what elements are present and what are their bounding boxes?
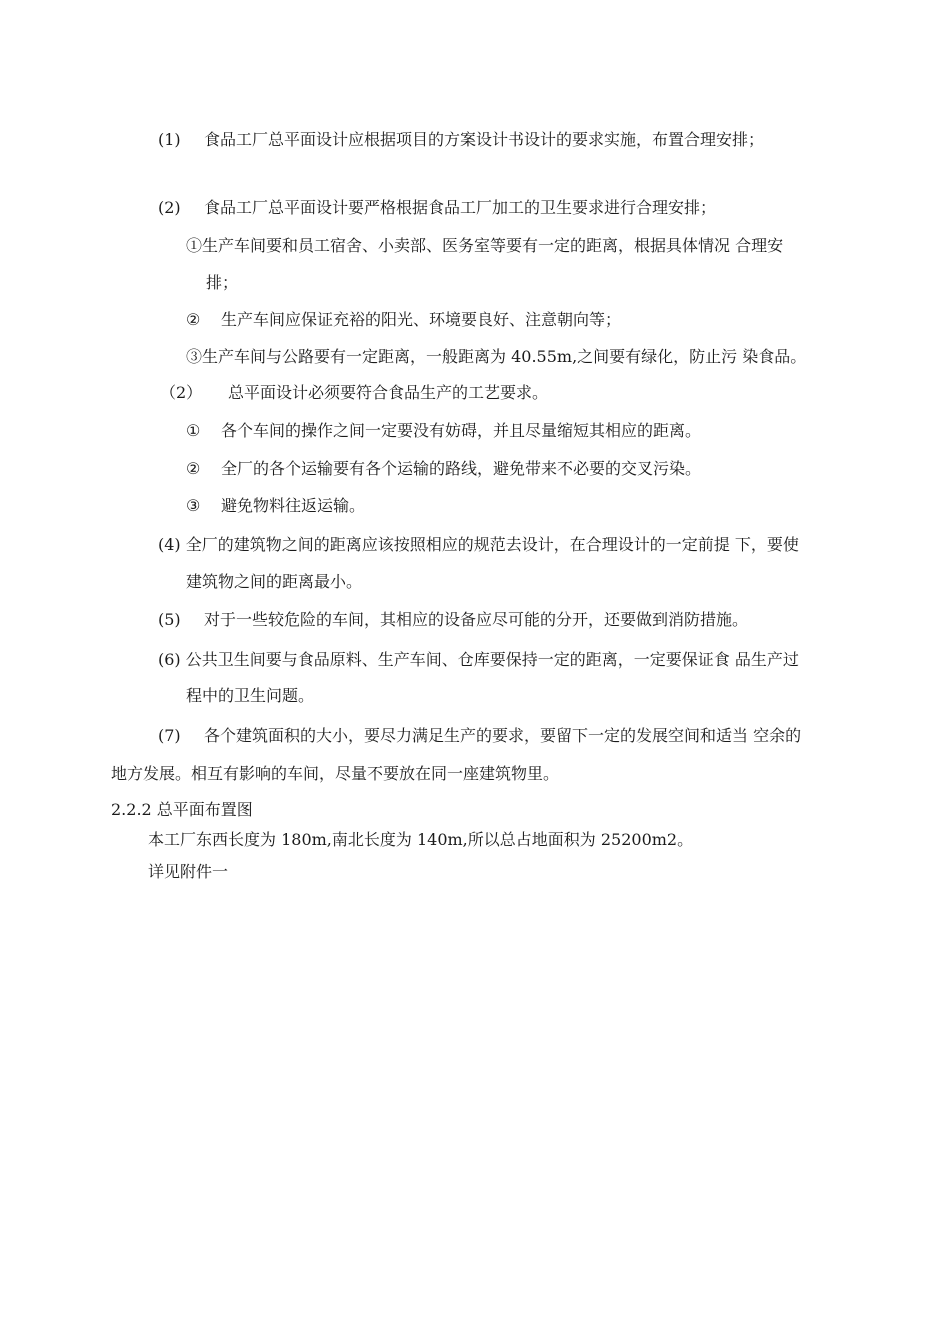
item-7-cont: 地方发展。相互有影响的车间，尽量不要放在同一座建筑物里。 [111, 764, 560, 783]
sub-item-3-2 [186, 459, 701, 479]
sub-item-2-2 [186, 310, 621, 330]
item-1 [158, 130, 764, 150]
item-2 [158, 198, 716, 218]
sub-item-3-3 [186, 496, 365, 516]
item-text: 生产车间应保证充裕的阳光、环境要良好、注意朝向等； [221, 310, 622, 329]
item-4: (4) 全厂的建筑物之间的距离应该按照相应的规范去设计，在合理设计的一定前提 下，要使 [158, 535, 799, 554]
item-7 [158, 726, 801, 746]
item-text: 全厂的各个运输要有各个运输的路线，避免带来不必要的交叉污染。 [221, 459, 702, 478]
item-number: ② [186, 459, 201, 478]
sub-item-3-1 [186, 421, 701, 441]
item-number: ② [186, 310, 201, 329]
section-heading: 2.2.2 总平面布置图 [111, 800, 253, 819]
item-text: 对于一些较危险的车间，其相应的设备应尽可能的分开，还要做到消防措施。 [204, 610, 749, 629]
item-text: 食品工厂总平面设计应根据项目的方案设计书设计的要求实施，布置合理安排； [204, 130, 765, 149]
item-number: ③ [186, 496, 201, 515]
item-number: (5) [158, 610, 181, 629]
item-6: (6) 公共卫生间要与食品原料、生产车间、仓库要保持一定的距离，一定要保证食 品生产过 [158, 650, 799, 669]
item-number: (7) [158, 726, 181, 745]
appendix-reference: 详见附件一 [148, 862, 229, 881]
item-number: （2） [160, 383, 203, 402]
item-text: 总平面设计必须要符合食品生产的工艺要求。 [228, 383, 549, 402]
item-6-cont: 程中的卫生问题。 [186, 686, 315, 705]
item-number: (2) [158, 198, 181, 217]
sub-item-2-3: ③生产车间与公路要有一定距离，一般距离为 40.55m,之间要有绿化，防止污 染食品。 [186, 347, 807, 366]
sub-item-2-1-cont: 排； [206, 273, 239, 292]
item-5 [158, 610, 748, 630]
section-body-line: 本工厂东西长度为 180m,南北长度为 140m,所以总占地面积为 25200m2。 [148, 830, 694, 849]
item-4-cont: 建筑物之间的距离最小。 [186, 572, 363, 591]
item-text: 各个车间的操作之间一定要没有妨碍，并且尽量缩短其相应的距离。 [221, 421, 702, 440]
item-3 [160, 383, 548, 403]
sub-item-2-1: ①生产车间要和员工宿舍、小卖部、医务室等要有一定的距离，根据具体情况 合理安 [186, 236, 784, 255]
item-text: 各个建筑面积的大小，要尽力满足生产的要求，要留下一定的发展空间和适当 空余的 [204, 726, 802, 745]
item-text: 食品工厂总平面设计要严格根据食品工厂加工的卫生要求进行合理安排； [204, 198, 717, 217]
item-number: (1) [158, 130, 181, 149]
item-number: ① [186, 421, 201, 440]
item-text: 避免物料往返运输。 [221, 496, 366, 515]
